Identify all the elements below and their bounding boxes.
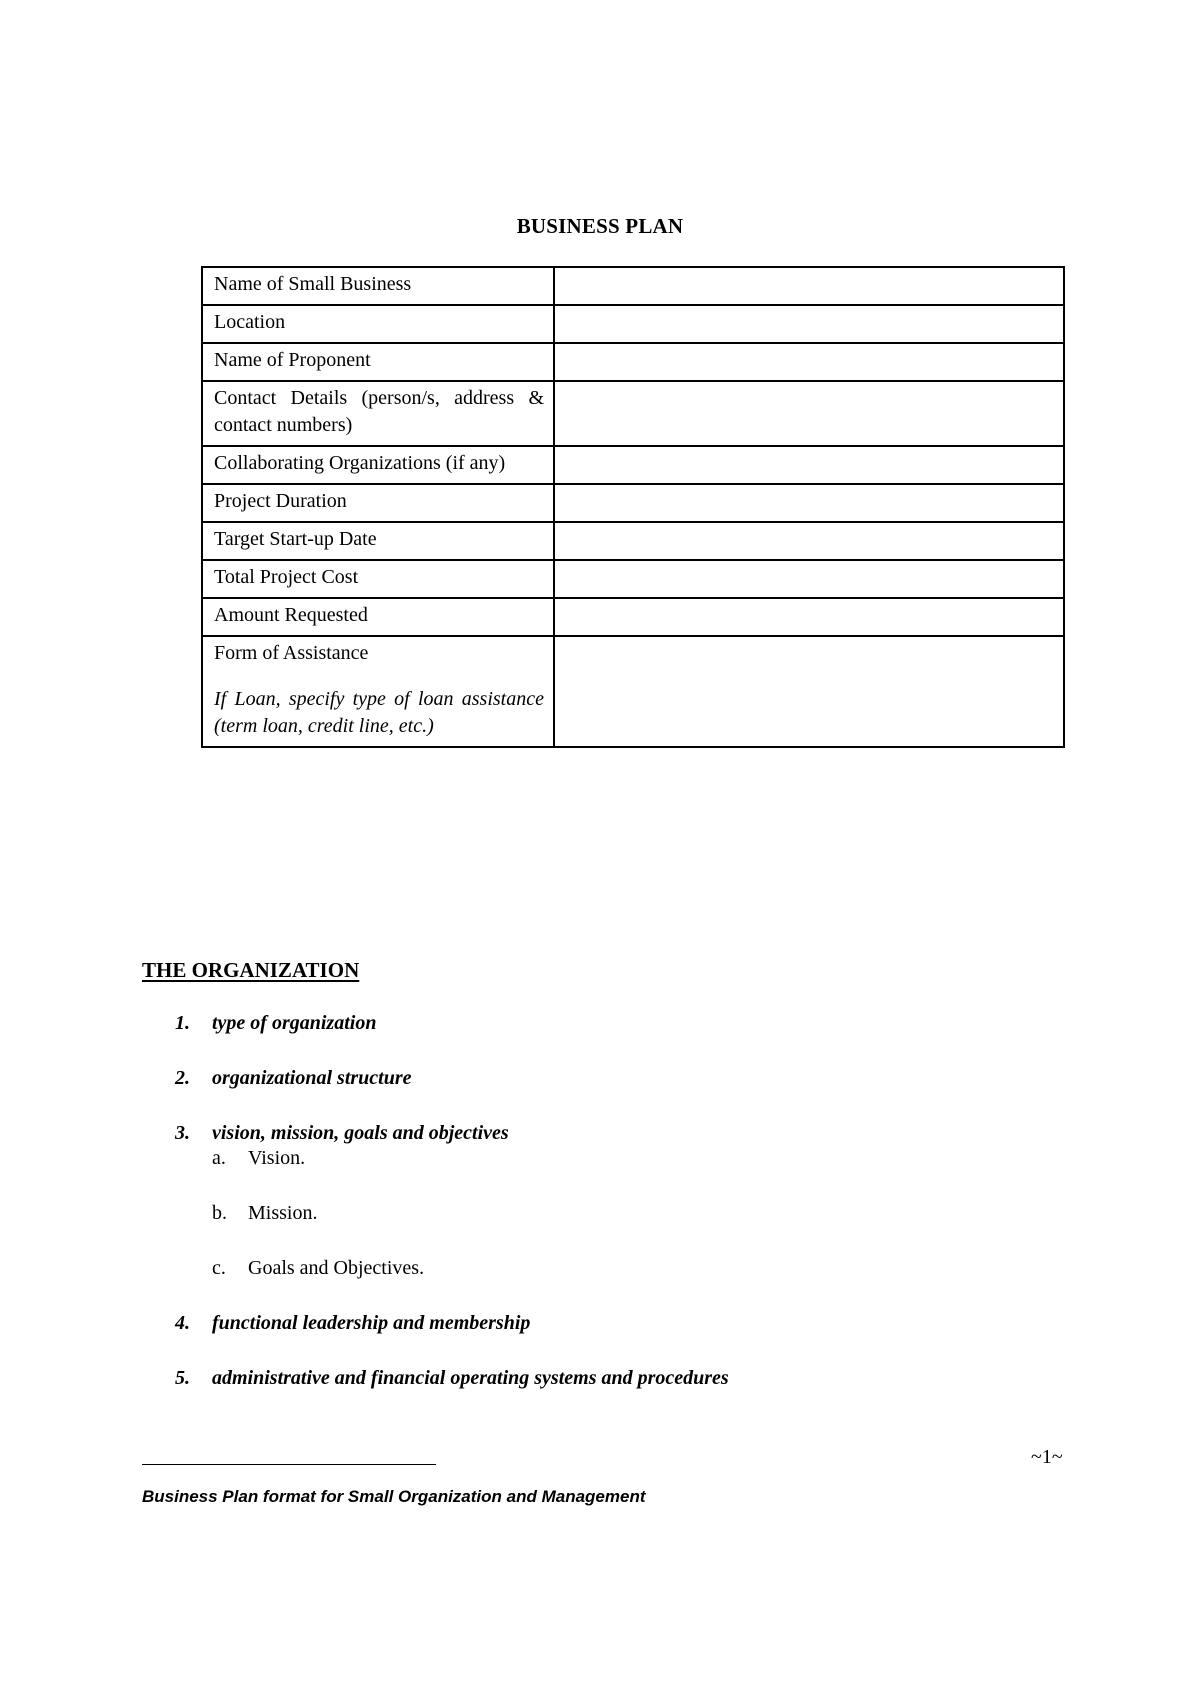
table-row — [202, 381, 1064, 446]
row-label: Project Duration — [202, 484, 554, 522]
list-item — [172, 1120, 1072, 1282]
row-value[interactable] — [554, 381, 1064, 446]
sub-list-item — [212, 1145, 1072, 1172]
row-note: If Loan, specify type of loan assistance (term loan, credit line, etc.) — [214, 688, 544, 737]
row-value[interactable] — [554, 484, 1064, 522]
table-row — [202, 560, 1064, 598]
row-value[interactable] — [554, 267, 1064, 305]
row-label: Amount Requested — [202, 598, 554, 636]
row-label: Collaborating Organizations (if any) — [202, 446, 554, 484]
item-text: organizational structure — [212, 1067, 412, 1089]
row-value[interactable] — [554, 560, 1064, 598]
item-text: administrative and financial operating systems and procedures — [212, 1367, 729, 1389]
list-item — [172, 1065, 1072, 1092]
page-title: BUSINESS PLAN — [516, 214, 684, 238]
item-number: 3. — [175, 1122, 190, 1144]
row-value[interactable] — [554, 305, 1064, 343]
list-item — [172, 1365, 1072, 1392]
table-row — [202, 305, 1064, 343]
table-row — [202, 522, 1064, 560]
row-label: Contact Details (person/s, address & contact numbers) — [202, 381, 554, 446]
sub-item-text: Mission. — [248, 1202, 318, 1224]
row-label: Name of Proponent — [202, 343, 554, 381]
row-value[interactable] — [554, 522, 1064, 560]
table-row — [202, 598, 1064, 636]
footer-text: Business Plan format for Small Organization and Management — [142, 1487, 646, 1506]
table-row — [202, 343, 1064, 381]
organization-list — [172, 1010, 1072, 1420]
row-label: Total Project Cost — [202, 560, 554, 598]
item-text: functional leadership and membership — [212, 1312, 531, 1334]
sub-item-text: Goals and Objectives. — [248, 1257, 425, 1279]
row-label: Name of Small Business — [202, 267, 554, 305]
sub-item-letter: c. — [212, 1257, 226, 1279]
item-number: 4. — [175, 1312, 190, 1334]
sub-list-item — [212, 1255, 1072, 1282]
sub-item-text: Vision. — [248, 1147, 306, 1169]
row-label: Form of Assistance — [214, 642, 369, 664]
sub-item-letter: b. — [212, 1202, 227, 1224]
sub-list — [212, 1145, 1072, 1282]
table-row — [202, 636, 1064, 747]
row-value[interactable] — [554, 598, 1064, 636]
row-value[interactable] — [554, 636, 1064, 747]
item-text: vision, mission, goals and objectives — [212, 1122, 509, 1144]
row-value[interactable] — [554, 446, 1064, 484]
section-heading: THE ORGANIZATION — [142, 958, 360, 982]
table-row — [202, 267, 1064, 305]
row-label: Target Start-up Date — [202, 522, 554, 560]
item-number: 1. — [175, 1012, 190, 1034]
page-number: ~1~ — [1031, 1446, 1063, 1468]
footer-divider — [142, 1464, 436, 1465]
list-item — [172, 1310, 1072, 1337]
table-row — [202, 484, 1064, 522]
sub-item-letter: a. — [212, 1147, 226, 1169]
business-info-table — [201, 266, 1065, 748]
item-number: 2. — [175, 1067, 190, 1089]
table-row — [202, 446, 1064, 484]
item-number: 5. — [175, 1367, 190, 1389]
row-label-form-of-assistance — [202, 636, 554, 747]
list-item — [172, 1010, 1072, 1037]
row-label: Location — [202, 305, 554, 343]
item-text: type of organization — [212, 1012, 377, 1034]
sub-list-item — [212, 1200, 1072, 1227]
row-value[interactable] — [554, 343, 1064, 381]
